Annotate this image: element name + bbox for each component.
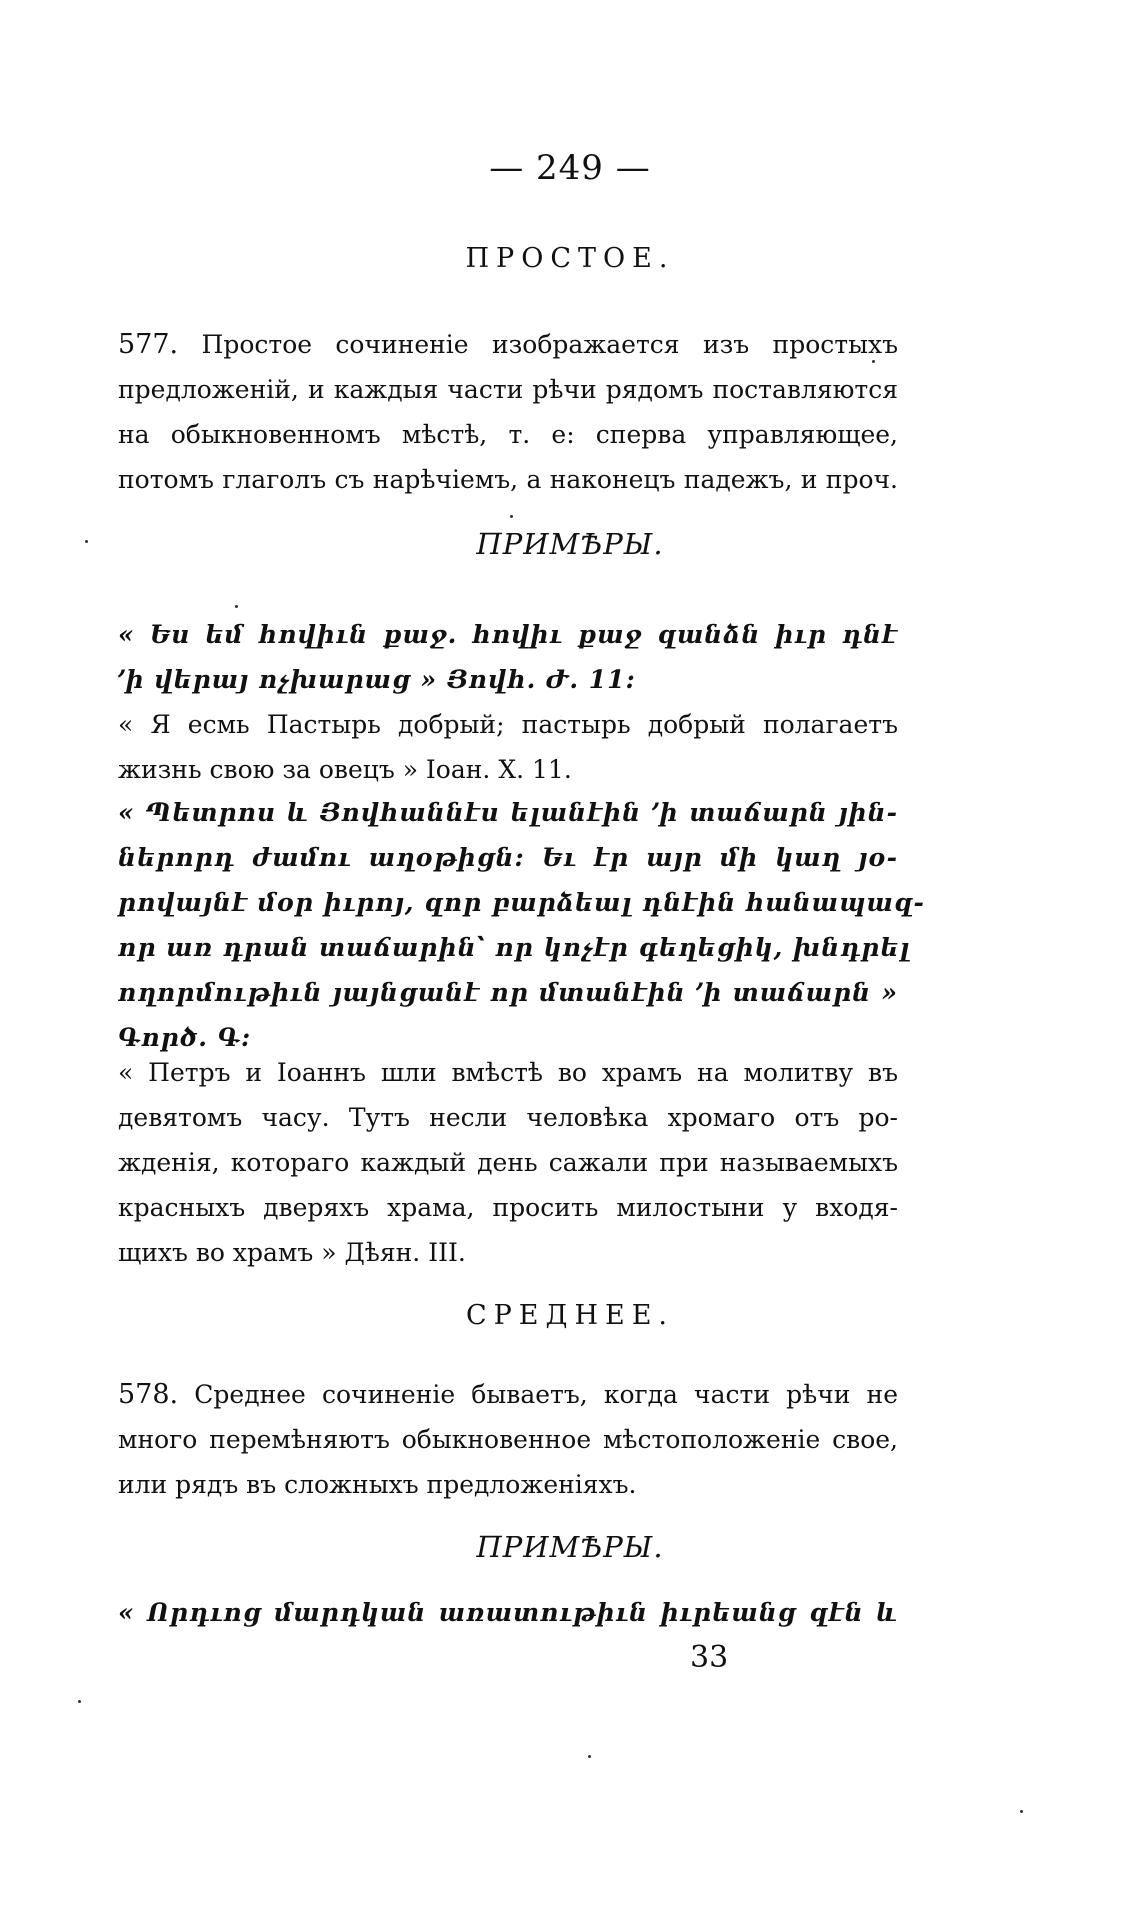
examples-heading: ПРИМѢРЫ. xyxy=(476,527,664,561)
armenian-line: ՚ի վերայ ոչխարաց » Յովհ. Ժ. 11: xyxy=(118,665,636,694)
example-1-armenian xyxy=(118,612,898,702)
armenian-line: « Պետրոս և Յովհաննէս ելանէին ՚ի տաճարն յին- xyxy=(118,798,898,827)
translation-line: красныхъ дверяхъ храма, просить милостыни у входя- xyxy=(118,1193,898,1222)
section-heading-middle: СРЕДНЕЕ. xyxy=(465,1300,675,1331)
scan-speck xyxy=(510,515,513,518)
armenian-line: րովայնէ մօր իւրոյ, զոր բարձեալ դնէին հանապազ- xyxy=(118,888,925,917)
translation-line: « Я есмь Пастырь добрый; пастырь добрый полагаетъ xyxy=(118,710,898,739)
example-1-russian xyxy=(118,702,898,792)
paragraph-line: 577. Простое сочиненіе изображается изъ простыхъ xyxy=(118,329,898,360)
example-2-armenian xyxy=(118,790,925,1060)
paragraph-number: 578. xyxy=(118,1379,179,1410)
paragraph-line: 578. Среднее сочиненіе бываетъ, когда части рѣчи не xyxy=(118,1379,899,1410)
armenian-line: « Ես եմ հովիւն քաջ. հովիւ քաջ զանձն իւր դնէ xyxy=(118,620,898,649)
scan-speck xyxy=(85,540,88,543)
scan-speck xyxy=(78,1700,81,1703)
scan-speck xyxy=(872,360,875,363)
armenian-line: ներորդ ժամու աղօթիցն: Եւ էր այր մի կաղ յօ- xyxy=(118,843,898,872)
section-heading-simple: ПРОСТОЕ. xyxy=(465,243,675,274)
example-2-russian xyxy=(118,1050,898,1275)
paragraph-578 xyxy=(118,1372,898,1507)
example-3-armenian xyxy=(118,1590,898,1635)
translation-line: щихъ во храмъ » Дѣян. III. xyxy=(118,1238,466,1267)
armenian-line: ողորմութիւն յայնցանէ որ մտանէին ՚ի տաճարն » xyxy=(118,978,898,1007)
armenian-line: որ առ դրան տաճարին՝ որ կոչէր գեղեցիկ, խնդրել xyxy=(118,933,911,962)
translation-line: девятомъ часу. Тутъ несли человѣка хромаго отъ ро- xyxy=(118,1103,898,1132)
paragraph-number: 577. xyxy=(118,329,179,360)
page-number: — 249 — xyxy=(489,148,651,188)
scan-speck xyxy=(1020,1810,1023,1813)
paragraph-line: потомъ глаголъ съ нарѣчіемъ, а наконецъ падежъ, и проч. xyxy=(118,465,898,494)
translation-line: « Петръ и Іоаннъ шли вмѣстѣ во храмъ на молитву въ xyxy=(118,1058,898,1087)
signature-mark: 33 xyxy=(690,1640,729,1675)
paragraph-line: предложеній, и каждыя части рѣчи рядомъ поставляются xyxy=(118,375,898,404)
translation-line: жденія, котораго каждый день сажали при называемыхъ xyxy=(118,1148,898,1177)
scan-speck xyxy=(588,1755,591,1758)
paragraph-line: или рядъ въ сложныхъ предложеніяхъ. xyxy=(118,1470,637,1499)
scan-speck xyxy=(235,605,238,608)
armenian-line: Գործ. Գ: xyxy=(118,1023,252,1052)
translation-line: жизнь свою за овецъ » Іоан. X. 11. xyxy=(118,755,572,784)
paragraph-line: на обыкновенномъ мѣстѣ, т. е: сперва управляющее, xyxy=(118,420,898,449)
paragraph-577 xyxy=(118,322,898,502)
paragraph-line: много перемѣняютъ обыкновенное мѣстоположеніе свое, xyxy=(118,1425,898,1454)
armenian-line: « Որդւոց մարդկան առատութիւն իւրեանց զէն և xyxy=(118,1598,898,1627)
examples-heading: ПРИМѢРЫ. xyxy=(476,1530,664,1564)
